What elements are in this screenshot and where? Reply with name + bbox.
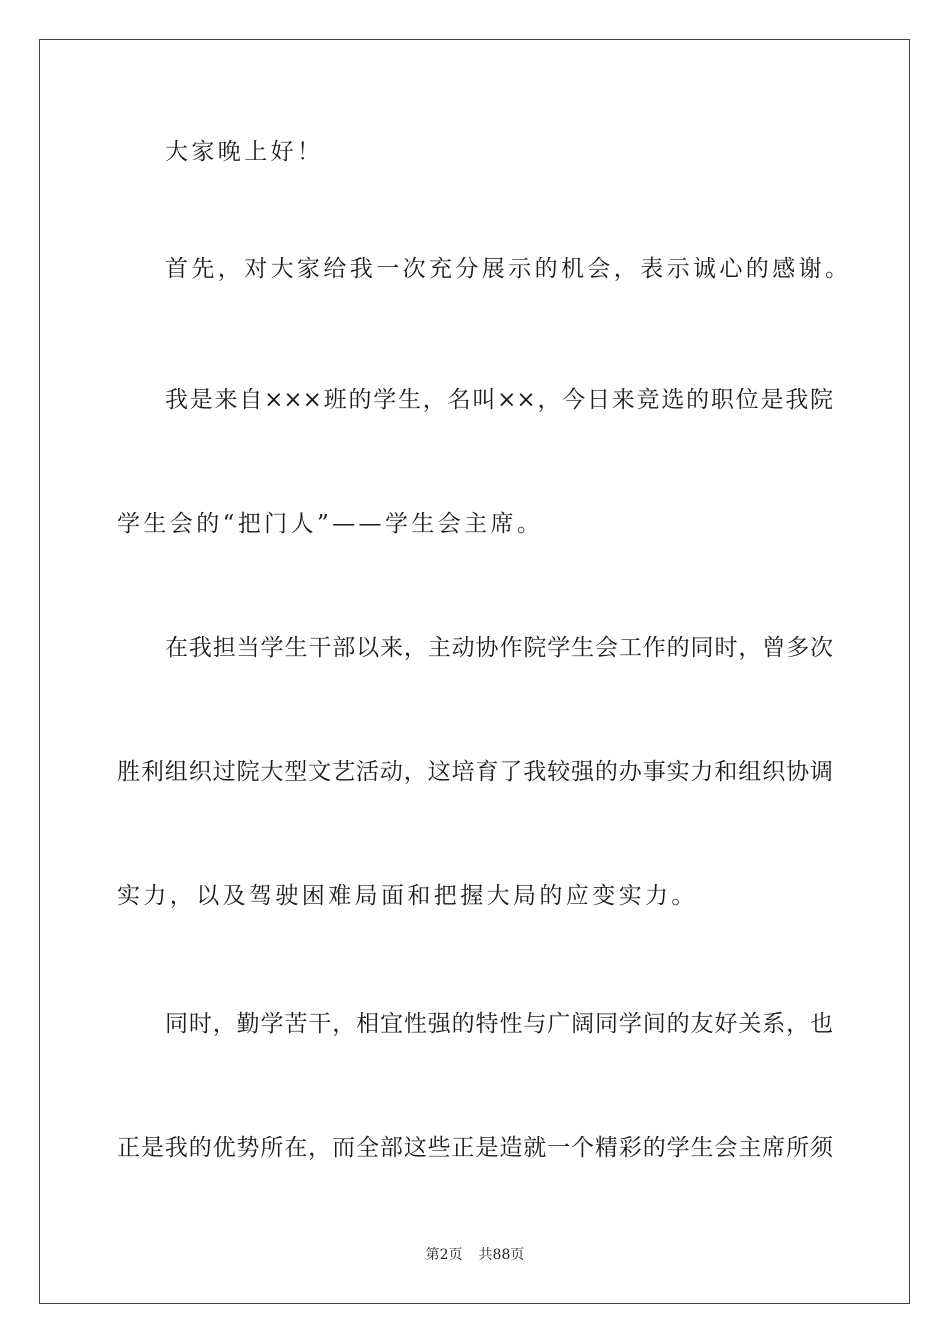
- page-frame: [39, 39, 910, 1304]
- text-line: 正是我的优势所在，而全部这些正是造就一个精彩的学生会主席所须: [117, 1135, 833, 1161]
- text-line: 同时，勤学苦干，相宜性强的特性与广阔同学间的友好关系，也: [165, 1011, 833, 1037]
- text-line: 我是来自×××班的学生，名叫××，今日来竞选的职位是我院: [165, 387, 833, 413]
- text-line: 胜利组织过院大型文艺活动，这培育了我较强的办事实力和组织协调: [117, 759, 833, 785]
- text-line: 大家晚上好！: [165, 139, 324, 165]
- text-line: 学生会的“把门人”——学生会主席。: [117, 511, 544, 537]
- page-total: 共88页: [478, 1247, 525, 1263]
- text-line: 在我担当学生干部以来，主动协作院学生会工作的同时，曾多次: [165, 635, 833, 661]
- page-footer: [0, 1246, 950, 1264]
- page-number: 第2页: [425, 1247, 463, 1263]
- text-line: 首先，对大家给我一次充分展示的机会，表示诚心的感谢。: [165, 256, 852, 282]
- text-line: 实力，以及驾驶困难局面和把握大局的应变实力。: [117, 883, 698, 909]
